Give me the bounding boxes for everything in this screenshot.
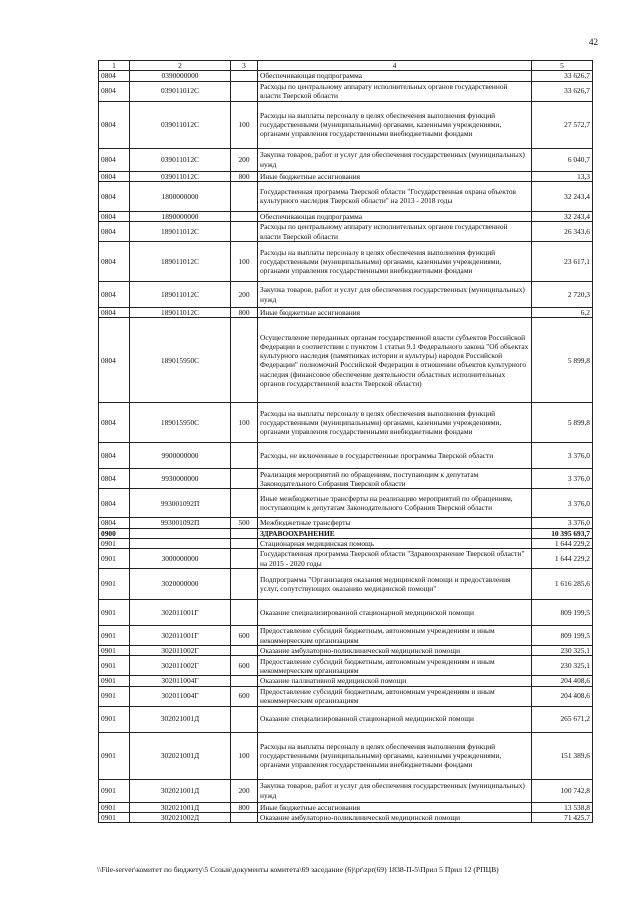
amount-cell: 2 720,3	[532, 282, 593, 308]
target-article-cell: 189011012С	[130, 282, 231, 308]
expense-type-cell: 100	[231, 101, 258, 148]
amount-cell: 151 389,6	[532, 732, 593, 779]
table-row	[99, 706, 593, 732]
section-code-cell: 0804	[99, 148, 130, 171]
amount-cell: 100 742,8	[532, 779, 593, 802]
expense-type-cell	[231, 489, 258, 518]
header-cell-1: 1	[99, 61, 130, 71]
amount-cell: 32 243,4	[532, 181, 593, 211]
table-row	[99, 222, 593, 242]
expense-type-cell: 600	[231, 686, 258, 706]
target-article-cell: 302021002Д	[130, 812, 231, 822]
table-row	[99, 308, 593, 318]
table-row	[99, 656, 593, 676]
header-cell-5: 5	[532, 61, 593, 71]
target-article-cell: 039011012С	[130, 101, 231, 148]
table-row	[99, 469, 593, 489]
description-cell: Расходы по центральному аппарату исполнительных органов государственной власти Тверской области	[258, 222, 532, 242]
amount-cell: 265 671,2	[532, 706, 593, 732]
expense-type-cell	[231, 469, 258, 489]
section-code-cell: 0901	[99, 656, 130, 676]
table-row	[99, 779, 593, 802]
description-cell: Закупка товаров, работ и услуг для обеспечения государственных (муниципальных) нужд	[258, 282, 532, 308]
amount-cell: 71 425,7	[532, 812, 593, 822]
target-article-cell: 189015950С	[130, 403, 231, 443]
target-article-cell: 039011012С	[130, 81, 231, 101]
section-code-cell: 0804	[99, 171, 130, 181]
table-row	[99, 646, 593, 656]
section-code-cell: 0804	[99, 443, 130, 469]
amount-cell: 10 395 693,7	[532, 528, 593, 538]
table-row	[99, 600, 593, 626]
amount-cell: 3 376,0	[532, 518, 593, 528]
expense-type-cell	[231, 443, 258, 469]
target-article-cell: 3000000000	[130, 549, 231, 569]
target-article-cell: 9900000000	[130, 443, 231, 469]
amount-cell: 809 199,5	[532, 626, 593, 646]
target-article-cell: 302021001Д	[130, 802, 231, 812]
expense-type-cell	[231, 600, 258, 626]
amount-cell: 26 343,6	[532, 222, 593, 242]
section-code-cell: 0804	[99, 518, 130, 528]
file-path-footer: \\File-server\комитет по бюджету\5 Созыв\документы комитета\69 заседание (6)\pr\zpr(69) 1838-П-5\Прил 5 Прил 12 (РПЦВ)	[97, 865, 499, 874]
target-article-cell: 1800000000	[130, 181, 231, 211]
table-row	[99, 538, 593, 548]
table-row	[99, 318, 593, 403]
expense-type-cell	[231, 222, 258, 242]
section-code-cell: 0804	[99, 318, 130, 403]
description-cell: Расходы на выплаты персоналу в целях обеспечения выполнения функций государственными (муниципальными) органами, казенными учреждениями, органами управления государственными внебюджетными фондами	[258, 732, 532, 779]
amount-cell: 33 626,7	[532, 71, 593, 81]
table-row	[99, 71, 593, 81]
description-cell: Обеспечивающая подпрограмма	[258, 71, 532, 81]
table-row	[99, 528, 593, 538]
table-row	[99, 626, 593, 646]
expense-type-cell: 200	[231, 148, 258, 171]
description-cell: Расходы на выплаты персоналу в целях обеспечения выполнения функций государственными (муниципальными) органами, казенными учреждениями, органами управления государственными внебюджетными фондами	[258, 242, 532, 282]
amount-cell: 23 617,1	[532, 242, 593, 282]
expense-type-cell	[231, 538, 258, 548]
description-cell: Расходы на выплаты персоналу в целях обеспечения выполнения функций государственными (муниципальными) органами, казенными учреждениями, органами управления государственными внебюджетными фондами	[258, 403, 532, 443]
section-code-cell: 0901	[99, 706, 130, 732]
section-code-cell: 0901	[99, 549, 130, 569]
description-cell: Предоставление субсидий бюджетным, автономным учреждениям и иным некоммерческим организациям	[258, 656, 532, 676]
section-code-cell: 0901	[99, 600, 130, 626]
target-article-cell: 189011012С	[130, 222, 231, 242]
target-article-cell: 189011012С	[130, 308, 231, 318]
description-cell: Закупка товаров, работ и услуг для обеспечения государственных (муниципальных) нужд	[258, 779, 532, 802]
expense-type-cell: 100	[231, 732, 258, 779]
description-cell: Осуществление переданных органам государственной власти субъектов Российской Федерации в соответствии с пунктом 1 статьи 9.1 Федерального закона "Об объектах культурного наследия (памятниках истории и культуры) народов Российской Федерации" полномочий Российской Федерации в отношении объектов культурного наследия (финансовое обеспечение деятельности областных исполнительных органов государственной власти Тверской области)	[258, 318, 532, 403]
expense-type-cell: 600	[231, 656, 258, 676]
description-cell: Государственная программа Тверской области "Государственная охрана объектов культурного наследия Тверской области" на 2013 - 2018 годы	[258, 181, 532, 211]
description-cell: Реализация мероприятий по обращениям, поступающим к депутатам Законодательного Собрания Тверской области	[258, 469, 532, 489]
amount-cell: 5 899,8	[532, 318, 593, 403]
section-code-cell: 0901	[99, 626, 130, 646]
table-row	[99, 148, 593, 171]
target-article-cell: 993001092П	[130, 489, 231, 518]
header-cell-3: 3	[231, 61, 258, 71]
description-cell: Оказание амбулаторно-поликлинической медицинской помощи	[258, 646, 532, 656]
description-cell: Оказание амбулаторно-поликлинической медицинской помощи	[258, 812, 532, 822]
table-row	[99, 569, 593, 600]
expense-type-cell: 800	[231, 308, 258, 318]
description-cell: Расходы на выплаты персоналу в целях обеспечения выполнения функций государственными (муниципальными) органами, казенными учреждениями, органами управления государственными внебюджетными фондами	[258, 101, 532, 148]
description-cell: Иные бюджетные ассигнования	[258, 171, 532, 181]
header-cell-2: 2	[130, 61, 231, 71]
table-row	[99, 802, 593, 812]
table-row	[99, 686, 593, 706]
description-cell: Стационарная медицинская помощь	[258, 538, 532, 548]
description-cell: Государственная программа Тверской области "Здравоохранение Тверской области" на 2015 - 2020 годы	[258, 549, 532, 569]
expense-type-cell	[231, 71, 258, 81]
table-row	[99, 81, 593, 101]
description-cell: Межбюджетные трансферты	[258, 518, 532, 528]
expense-type-cell	[231, 676, 258, 686]
table-row	[99, 211, 593, 221]
description-cell: Иные бюджетные ассигнования	[258, 802, 532, 812]
expense-type-cell: 600	[231, 626, 258, 646]
section-code-cell: 0804	[99, 222, 130, 242]
description-cell: Иные межбюджетные трансферты на реализацию мероприятий по обращениям, поступающим к депутатам Законодательного Собрания Тверской области	[258, 489, 532, 518]
expense-type-cell	[231, 646, 258, 656]
target-article-cell: 993001092П	[130, 518, 231, 528]
table-row	[99, 518, 593, 528]
section-code-cell: 0804	[99, 403, 130, 443]
section-code-cell: 0804	[99, 71, 130, 81]
table-row	[99, 549, 593, 569]
expense-type-cell	[231, 528, 258, 538]
table-header-row	[99, 61, 593, 71]
section-code-cell: 0804	[99, 81, 130, 101]
page-number: 42	[589, 37, 598, 47]
amount-cell: 1 616 285,6	[532, 569, 593, 600]
amount-cell: 13 538,8	[532, 802, 593, 812]
expense-type-cell: 100	[231, 403, 258, 443]
table-row	[99, 732, 593, 779]
target-article-cell: 302011004Г	[130, 676, 231, 686]
target-article-cell: 302021001Д	[130, 732, 231, 779]
target-article-cell: 302021001Д	[130, 706, 231, 732]
section-code-cell: 0804	[99, 489, 130, 518]
expense-type-cell	[231, 706, 258, 732]
description-cell: Обеспечивающая подпрограмма	[258, 211, 532, 221]
description-cell: Расходы, не включенные в государственные программы Тверской области	[258, 443, 532, 469]
section-code-cell: 0901	[99, 676, 130, 686]
table-row	[99, 242, 593, 282]
description-cell: Расходы по центральному аппарату исполнительных органов государственной власти Тверской области	[258, 81, 532, 101]
section-code-cell: 0804	[99, 469, 130, 489]
section-code-cell: 0901	[99, 569, 130, 600]
amount-cell: 6,2	[532, 308, 593, 318]
amount-cell: 3 376,0	[532, 443, 593, 469]
expense-type-cell: 800	[231, 171, 258, 181]
expense-type-cell: 500	[231, 518, 258, 528]
expense-type-cell: 100	[231, 242, 258, 282]
expense-type-cell	[231, 812, 258, 822]
amount-cell: 33 626,7	[532, 81, 593, 101]
expense-type-cell	[231, 549, 258, 569]
header-cell-4: 4	[258, 61, 532, 71]
amount-cell: 32 243,4	[532, 211, 593, 221]
expense-type-cell: 200	[231, 779, 258, 802]
target-article-cell: 302011001Г	[130, 626, 231, 646]
description-cell: Предоставление субсидий бюджетным, автономным учреждениям и иным некоммерческим организациям	[258, 626, 532, 646]
section-code-cell: 0901	[99, 686, 130, 706]
amount-cell: 1 644 229,2	[532, 549, 593, 569]
target-article-cell: 0390000000	[130, 71, 231, 81]
section-code-cell: 0804	[99, 211, 130, 221]
table-row	[99, 171, 593, 181]
expense-type-cell	[231, 81, 258, 101]
section-code-cell: 0901	[99, 732, 130, 779]
target-article-cell: 302011001Г	[130, 600, 231, 626]
target-article-cell: 302011002Г	[130, 656, 231, 676]
target-article-cell: 189015950С	[130, 318, 231, 403]
amount-cell: 3 376,0	[532, 469, 593, 489]
target-article-cell	[130, 528, 231, 538]
description-cell: Оказание специализированной стационарной медицинской помощи	[258, 600, 532, 626]
table-row	[99, 812, 593, 822]
description-cell: Закупка товаров, работ и услуг для обеспечения государственных (муниципальных) нужд	[258, 148, 532, 171]
description-cell: Оказание специализированной стационарной медицинской помощи	[258, 706, 532, 732]
section-code-cell: 0804	[99, 242, 130, 282]
table-row	[99, 403, 593, 443]
expense-type-cell	[231, 211, 258, 221]
section-code-cell: 0804	[99, 101, 130, 148]
target-article-cell: 302011002Г	[130, 646, 231, 656]
table-row	[99, 676, 593, 686]
target-article-cell: 039011012С	[130, 148, 231, 171]
section-code-cell: 0804	[99, 181, 130, 211]
expense-type-cell	[231, 181, 258, 211]
budget-table	[98, 60, 593, 823]
section-code-cell: 0804	[99, 308, 130, 318]
amount-cell: 230 325,1	[532, 646, 593, 656]
description-cell: ЗДРАВООХРАНЕНИЕ	[258, 528, 532, 538]
description-cell: Иные бюджетные ассигнования	[258, 308, 532, 318]
amount-cell: 230 325,1	[532, 656, 593, 676]
target-article-cell: 9930000000	[130, 469, 231, 489]
expense-type-cell	[231, 569, 258, 600]
expense-type-cell: 800	[231, 802, 258, 812]
amount-cell: 5 899,8	[532, 403, 593, 443]
amount-cell: 27 572,7	[532, 101, 593, 148]
target-article-cell: 302011004Г	[130, 686, 231, 706]
description-cell: Подпрограмма "Организация оказания медицинской помощи и предоставления услуг, сопутствующих оказанию медицинской помощи"	[258, 569, 532, 600]
amount-cell: 13,3	[532, 171, 593, 181]
section-code-cell: 0901	[99, 802, 130, 812]
target-article-cell: 302021001Д	[130, 779, 231, 802]
expense-type-cell: 200	[231, 282, 258, 308]
amount-cell: 1 644 229,2	[532, 538, 593, 548]
amount-cell: 204 408,6	[532, 676, 593, 686]
section-code-cell: 0901	[99, 538, 130, 548]
description-cell: Предоставление субсидий бюджетным, автономным учреждениям и иным некоммерческим организациям	[258, 686, 532, 706]
amount-cell: 3 376,0	[532, 489, 593, 518]
target-article-cell	[130, 538, 231, 548]
target-article-cell: 1890000000	[130, 211, 231, 221]
description-cell: Оказание паллиативной медицинской помощи	[258, 676, 532, 686]
expense-type-cell	[231, 318, 258, 403]
target-article-cell: 189011012С	[130, 242, 231, 282]
amount-cell: 809 199,5	[532, 600, 593, 626]
table-row	[99, 282, 593, 308]
table-row	[99, 489, 593, 518]
section-code-cell: 0901	[99, 646, 130, 656]
table-row	[99, 443, 593, 469]
section-code-cell: 0901	[99, 779, 130, 802]
table-row	[99, 181, 593, 211]
section-code-cell: 0900	[99, 528, 130, 538]
target-article-cell: 039011012С	[130, 171, 231, 181]
amount-cell: 204 408,6	[532, 686, 593, 706]
target-article-cell: 3020000000	[130, 569, 231, 600]
table-row	[99, 101, 593, 148]
section-code-cell: 0804	[99, 282, 130, 308]
section-code-cell: 0901	[99, 812, 130, 822]
amount-cell: 6 040,7	[532, 148, 593, 171]
